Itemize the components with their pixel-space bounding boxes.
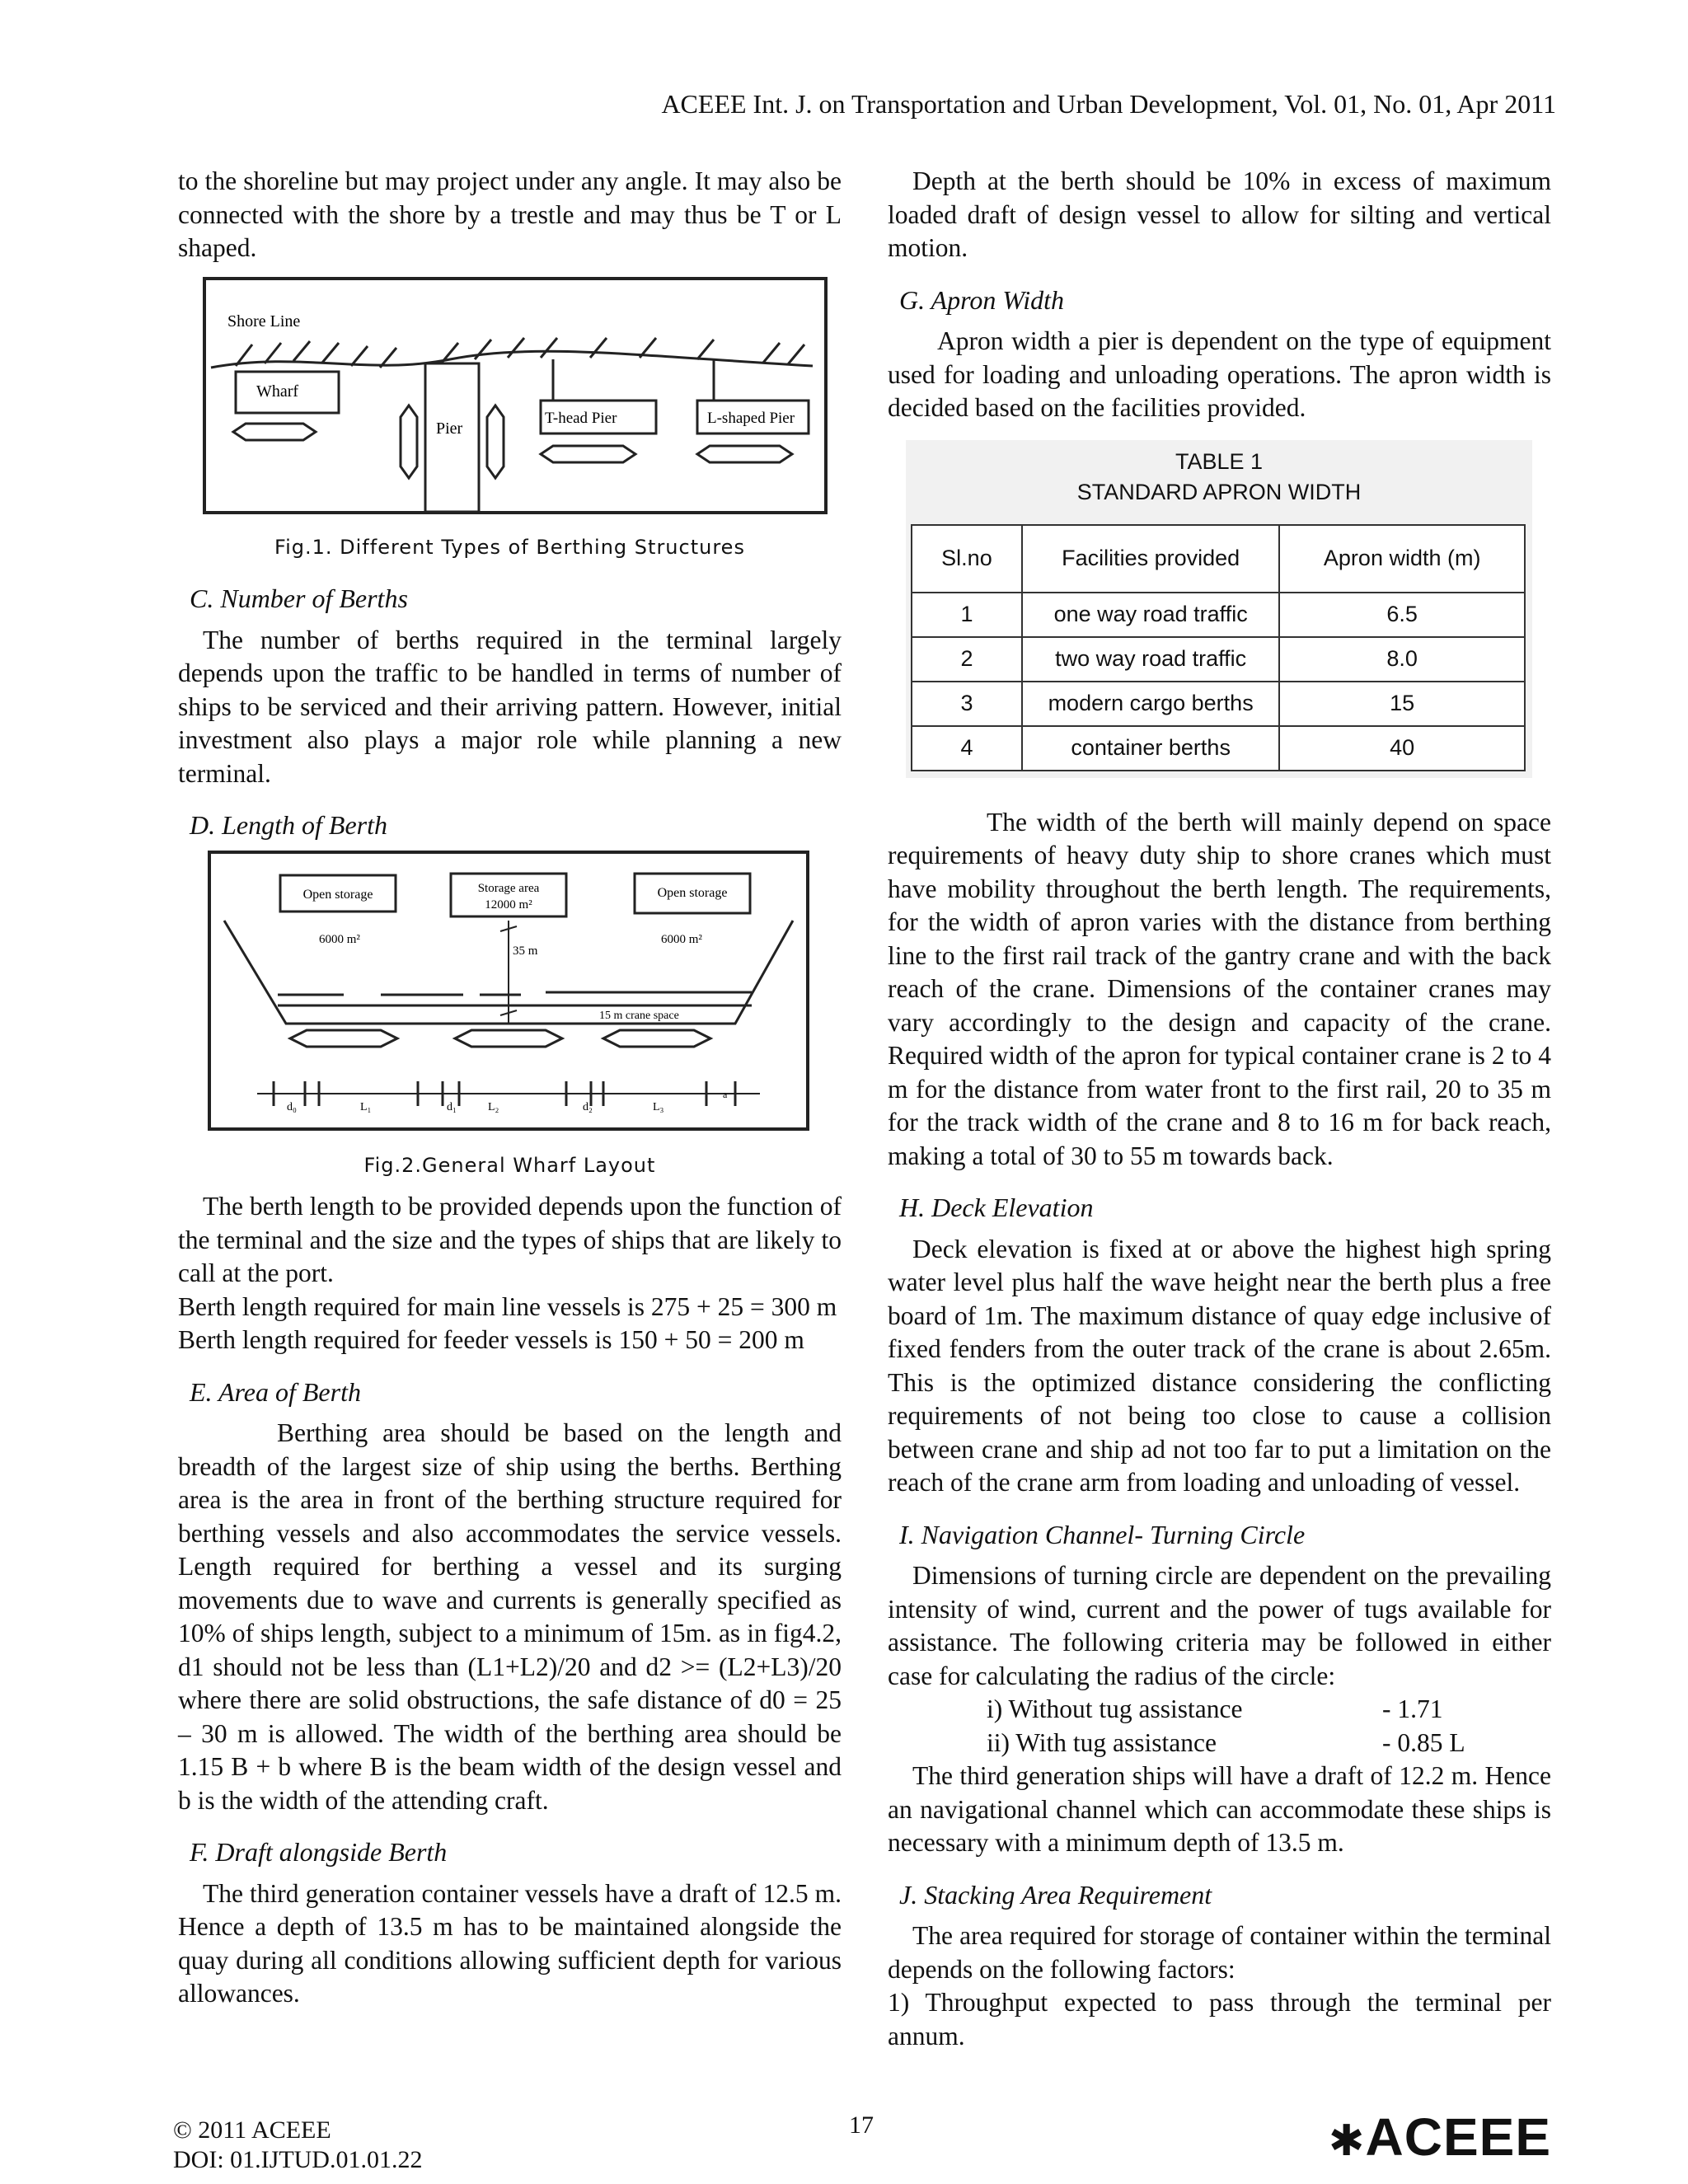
fig2-wharf-layout (208, 851, 809, 1131)
footer-doi: DOI: 01.IJTUD.01.01.22 (173, 2146, 423, 2173)
label-d0: d₀ (287, 1100, 297, 1113)
label-L3: L₃ (653, 1100, 664, 1113)
table-cell: modern cargo berths (1022, 682, 1279, 726)
section-e-title: E. Area of Berth (190, 1376, 361, 1407)
label-crane-space: 15 m crane space (599, 1009, 679, 1022)
section-f-title: F. Draft alongside Berth (190, 1837, 448, 1867)
section-j-item-1: 1) Throughput expected to pass through the terminal per annum. (888, 1988, 1551, 2050)
label-area-2: 6000 m² (661, 932, 702, 946)
label-storage-area-size: 12000 m² (485, 898, 532, 912)
logo-star-icon: ✱ (1328, 2117, 1366, 2165)
label-35m: 35 m (513, 944, 538, 958)
section-g-title: G. Apron Width (899, 284, 1065, 315)
table-cell: 8.0 (1279, 637, 1525, 682)
table-cell: 15 (1279, 682, 1525, 726)
table-cell: 40 (1279, 726, 1525, 771)
label-a: a (723, 1088, 728, 1100)
criterion-value: - 0.85 L (1382, 1727, 1465, 1757)
criterion-value: - 1.71 (1382, 1694, 1443, 1723)
depth-paragraph: Depth at the berth should be 10% in excess of maximum loaded draft of design vessel to allow for silting and vertical motion. (888, 166, 1551, 262)
table-cell: 2 (912, 637, 1022, 682)
table-row (912, 593, 1525, 637)
section-c-title: C. Number of Berths (190, 583, 408, 613)
table-cell: two way road traffic (1022, 637, 1279, 682)
table-cell: 4 (912, 726, 1022, 771)
section-c-text: The number of berths required in the terminal largely depends upon the traffic to be handled in terms of number of ships to be serviced and their arriving pattern. However, initial investment also plays a major role while planning a new terminal. (178, 625, 842, 788)
section-i-title: I. Navigation Channel- Turning Circle (899, 1519, 1306, 1549)
section-d-title: D. Length of Berth (190, 810, 387, 840)
table-row (912, 726, 1525, 771)
apron-width-table-block (906, 440, 1532, 778)
table-header-cell: Apron width (m) (1279, 525, 1525, 593)
criterion-label: i) Without tug assistance (987, 1694, 1243, 1723)
label-t-head-pier: T-head Pier (545, 409, 617, 427)
section-g-text: Apron width a pier is dependent on the type of equipment used for loading and unloading operations. The apron width is decided based on the facilities provided. (888, 326, 1551, 422)
table-cell: container berths (1022, 726, 1279, 771)
aceee-logo (1329, 2107, 1551, 2168)
section-j-text: The area required for storage of container within the terminal depends on the following factors: (888, 1921, 1551, 1984)
label-L2: L₂ (488, 1100, 499, 1113)
section-i-text2: The third generation ships will have a draft of 12.2 m. Hence an navigational channel which can accommodate these ships is necessary with a minimum depth of 13.5 m. (888, 1761, 1551, 1857)
table-row (912, 682, 1525, 726)
footer-copyright: © 2011 ACEEE (173, 2116, 331, 2144)
section-f-text: The third generation container vessels have a draft of 12.5 m. Hence a depth of 13.5 m has to be maintained alongside the quay during all conditions allowing sufficient depth for various allowances. (178, 1878, 842, 2008)
section-e-text: Berthing area should be based on the length and breadth of the largest size of ship using the berths. Berthing area is the area in front of the berthing structure required for berthing vessels and also accommodates the service vessels. Length required for berthing a vessel and its surging movements due to wave and currents is generally specified as 10% of ships length, subject to a minimum of 15m. as in fig4.2, d1 should not be less than (L1+L2)/20 and d2 >= (L2+L3)/20 where there are solid obstructions, the safe distance of d0 = 25 – 30 m is allowed. The width of the berthing area should be 1.15 B + b where B is the beam width of the design vessel and b is the width of the attending craft. (178, 1418, 842, 1815)
label-wharf: Wharf (256, 382, 299, 401)
label-shore-line: Shore Line (227, 312, 301, 330)
left-column (178, 165, 842, 2022)
fig1-caption: Fig.1. Different Types of Berthing Structures (274, 535, 745, 559)
table-header-row (912, 525, 1525, 593)
label-area-1: 6000 m² (319, 932, 360, 946)
table-title: TABLE 1 (1175, 448, 1264, 474)
criterion-with-tug (888, 1727, 1551, 1760)
criterion-label: ii) With tug assistance (987, 1727, 1217, 1757)
table-header-cell: Facilities provided (1022, 525, 1279, 593)
label-l-shaped-pier: L-shaped Pier (707, 409, 795, 427)
section-i-text: Dimensions of turning circle are dependent on the prevailing intensity of wind, current and the power of tugs available for assistance. The following criteria may be followed in either case for calculating the radius of the circle: (888, 1561, 1551, 1690)
label-open-storage-1: Open storage (302, 887, 373, 902)
label-pier: Pier (436, 419, 463, 438)
section-h-text: Deck elevation is fixed at or above the highest high spring water level plus half the wave height near the berth plus a free board of 1m. The maximum distance of quay edge inclusive of fixed fenders from the outer track of the crane is about 2.65m. This is the optimized distance considering the conflicting requirements of not being too close to cause a collision between crane and ship ad not too far to put a limitation on the reach of the crane arm from loading and unloading of vessel. (888, 1234, 1551, 1497)
section-h-title: H. Deck Elevation (899, 1193, 1094, 1222)
label-d1: d₁ (447, 1100, 457, 1113)
page-number: 17 (849, 2111, 874, 2139)
fig1-berthing-structures (203, 277, 829, 516)
label-open-storage-2: Open storage (657, 885, 728, 900)
fig2-caption: Fig.2.General Wharf Layout (363, 1153, 656, 1177)
table-header-cell: Sl.no (912, 525, 1022, 593)
label-L1: L₁ (360, 1100, 372, 1113)
section-j-title: J. Stacking Area Requirement (899, 1879, 1212, 1910)
table-cell: 6.5 (1279, 593, 1525, 637)
label-storage-area: Storage area (477, 881, 540, 895)
table-row (912, 637, 1525, 682)
apron-width-table (911, 524, 1526, 771)
label-d2: d₂ (583, 1100, 593, 1113)
berth-feeder: Berth length required for feeder vessels is 150 + 50 = 200 m (178, 1325, 804, 1354)
berth-main-line: Berth length required for main line vessels is 275 + 25 = 300 m (178, 1291, 837, 1321)
intro-paragraph: to the shoreline but may project under any angle. It may also be connected with the shore by a trestle and may thus be T or L shaped. (178, 166, 842, 262)
table-cell: one way road traffic (1022, 593, 1279, 637)
berth-width-text: The width of the berth will mainly depend on space requirements of heavy duty ship to shore cranes which must have mobility throughout the berth length. The requirements, for the width of apron varies with the distance from berthing line to the first rail track of the gantry crane and with the back reach of the crane. Dimensions of the container cranes may vary accordingly to the design and capacity of the crane. Required width of the apron for typical container crane is 2 to 4 m for the distance from water front to the first rail, 20 to 35 m for the track width of the crane and 8 to 16 m for back reach, making a total of 30 to 55 m towards back. (888, 807, 1551, 1170)
criterion-without-tug (888, 1693, 1551, 1727)
table-cell: 1 (912, 593, 1022, 637)
running-header: ACEEE Int. J. on Transportation and Urban Development, Vol. 01, No. 01, Apr 2011 (661, 89, 1556, 119)
section-d-text: The berth length to be provided depends upon the function of the terminal and the size and the types of ships that are likely to call at the port. (178, 1192, 842, 1287)
table-subtitle: STANDARD APRON WIDTH (1076, 479, 1362, 504)
table-cell: 3 (912, 682, 1022, 726)
right-column (888, 165, 1551, 2064)
logo-text: ACEEE (1365, 2107, 1551, 2167)
